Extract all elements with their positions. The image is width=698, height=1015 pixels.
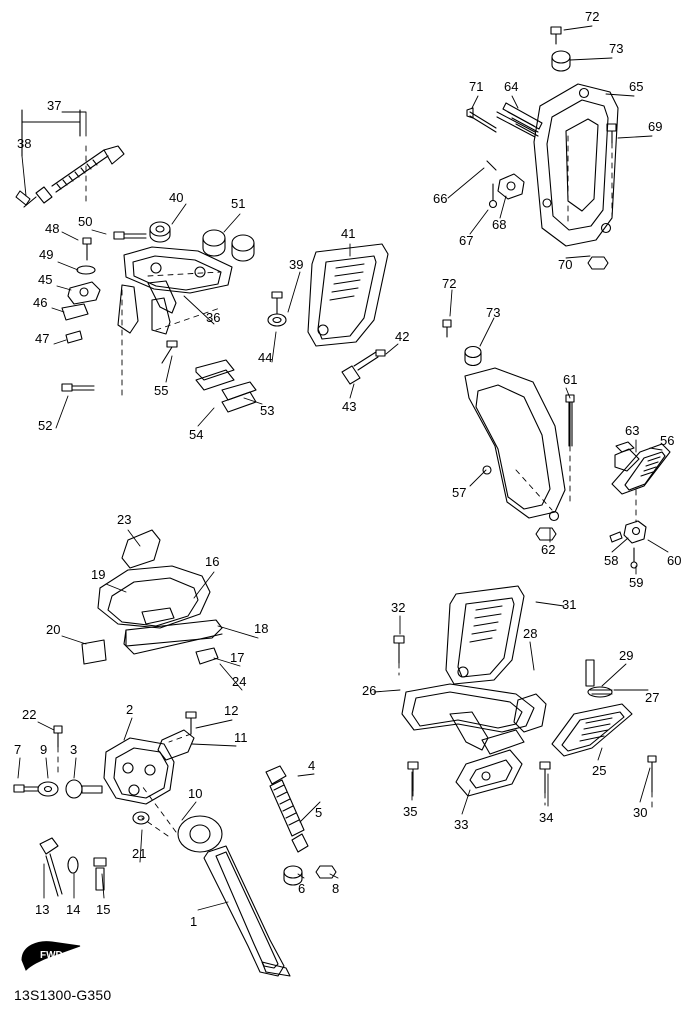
- callout-46: 46: [33, 295, 48, 310]
- callout-8: 8: [332, 881, 340, 896]
- callout-47: 47: [35, 331, 50, 346]
- callout-21: 21: [132, 846, 147, 861]
- callout-28: 28: [523, 626, 538, 641]
- callout-55: 55: [154, 383, 169, 398]
- callout-42: 42: [395, 329, 410, 344]
- leader-lines: [18, 26, 668, 910]
- callout-54: 54: [189, 427, 204, 442]
- callout-16: 16: [205, 554, 220, 569]
- callout-3: 3: [70, 742, 78, 757]
- callout-24: 24: [232, 674, 247, 689]
- callout-62: 62: [541, 542, 556, 557]
- rear-bracket-right-assembly: [467, 27, 618, 272]
- callout-29: 29: [619, 648, 634, 663]
- callout-51: 51: [231, 196, 246, 211]
- callout-15: 15: [96, 902, 111, 917]
- callout-73: 73: [609, 41, 624, 56]
- callout-13: 13: [35, 902, 50, 917]
- callout-5: 5: [315, 805, 323, 820]
- callout-56: 56: [660, 433, 675, 448]
- stand-cover-assembly: [82, 530, 222, 664]
- callout-71: 71: [469, 79, 484, 94]
- callout-49: 49: [39, 247, 54, 262]
- callout-48: 48: [45, 221, 60, 236]
- callout-67: 67: [459, 233, 474, 248]
- shift-linkage-assembly: [16, 110, 388, 412]
- callout-12: 12: [224, 703, 239, 718]
- callout-44: 44: [258, 350, 273, 365]
- callout-32: 32: [391, 600, 406, 615]
- callout-45: 45: [38, 272, 53, 287]
- callout-10: 10: [188, 786, 203, 801]
- callout-70: 70: [558, 257, 573, 272]
- callout-72: 72: [585, 9, 600, 24]
- callout-25: 25: [592, 763, 607, 778]
- callout-35: 35: [403, 804, 418, 819]
- callout-38: 38: [17, 136, 32, 151]
- callout-22: 22: [22, 707, 37, 722]
- callout-31: 31: [562, 597, 577, 612]
- callout-11: 11: [234, 730, 248, 745]
- side-stand-assembly: [14, 712, 336, 976]
- fwd-orientation-icon: [18, 938, 84, 972]
- callout-68: 68: [492, 217, 507, 232]
- callout-14: 14: [66, 902, 81, 917]
- callout-37: 37: [47, 98, 62, 113]
- callout-40: 40: [169, 190, 184, 205]
- callout-58: 58: [604, 553, 619, 568]
- callout-65: 65: [629, 79, 644, 94]
- callout-63: 63: [625, 423, 640, 438]
- callout-69: 69: [648, 119, 663, 134]
- passenger-footrest-assembly: [394, 586, 656, 796]
- callout-6: 6: [298, 881, 306, 896]
- callout-33: 33: [454, 817, 469, 832]
- callout-27: 27: [645, 690, 660, 705]
- callout-4: 4: [308, 758, 316, 773]
- callout-50: 50: [78, 214, 93, 229]
- callout-73b: 73: [486, 305, 501, 320]
- callout-53: 53: [260, 403, 275, 418]
- callout-72b: 72: [442, 276, 457, 291]
- callout-26: 26: [362, 683, 377, 698]
- callout-41: 41: [341, 226, 356, 241]
- svg-text:FWD: FWD: [40, 950, 63, 961]
- callout-2: 2: [126, 702, 134, 717]
- callout-20: 20: [46, 622, 61, 637]
- callout-52: 52: [38, 418, 53, 433]
- callout-39: 39: [289, 257, 304, 272]
- callout-61: 61: [563, 372, 578, 387]
- callout-59: 59: [629, 575, 644, 590]
- callout-66: 66: [433, 191, 448, 206]
- callout-36: 36: [206, 310, 221, 325]
- callout-34: 34: [539, 810, 554, 825]
- callout-30: 30: [633, 805, 648, 820]
- callout-43: 43: [342, 399, 357, 414]
- callout-17: 17: [230, 650, 245, 665]
- callout-7: 7: [14, 742, 22, 757]
- callout-57: 57: [452, 485, 467, 500]
- callout-18: 18: [254, 621, 269, 636]
- callout-64: 64: [504, 79, 519, 94]
- callout-9: 9: [40, 742, 48, 757]
- part-code-label: 13S1300-G350: [14, 987, 112, 1003]
- callout-60: 60: [667, 553, 682, 568]
- callout-1: 1: [190, 914, 198, 929]
- callout-19: 19: [91, 567, 106, 582]
- callout-23: 23: [117, 512, 132, 527]
